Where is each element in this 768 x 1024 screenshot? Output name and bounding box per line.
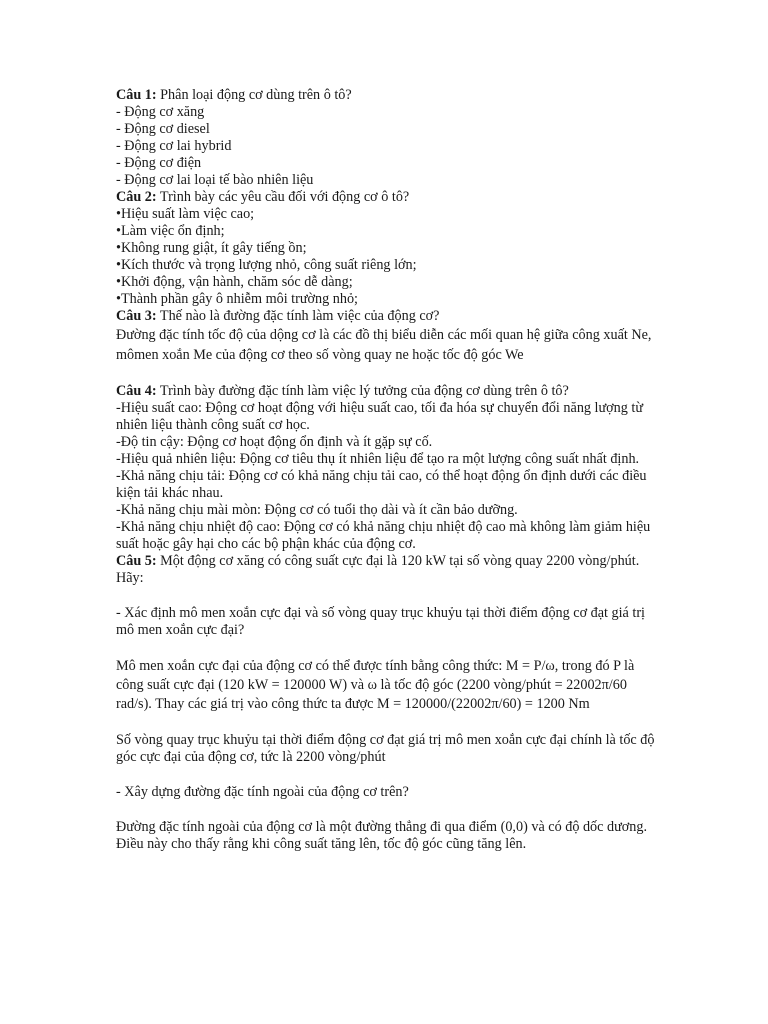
question-5-text: Một động cơ xăng có công suất cực đại là 120 kW tại số vòng quay 2200 vòng/phút. Hãy:: [116, 553, 640, 586]
question-1-text: Phân loại động cơ dùng trên ô tô?: [156, 87, 352, 103]
q2-item: •Kích thước và trọng lượng nhỏ, công suất riêng lớn;: [116, 257, 417, 273]
question-3-label: Câu 3:: [116, 308, 157, 324]
question-2-text: Trình bày các yêu cầu đối với động cơ ô tô?: [156, 189, 410, 205]
q5-part-b: - Xây dựng đường đặc tính ngoài của động cơ trên?: [116, 784, 409, 800]
question-5: [116, 553, 656, 587]
q4-item: -Khả năng chịu nhiệt độ cao: Động cơ có khả năng chịu nhiệt độ cao mà không làm giảm hiệu suất hoặc gây hại cho các bộ phận khác của động cơ.: [116, 519, 651, 552]
q1-item: - Động cơ xăng: [116, 104, 205, 120]
q5-answer-b: Đường đặc tính ngoài của động cơ là một đường thẳng đi qua điểm (0,0) và có độ dốc dương. Điều này cho thấy rằng khi công suất tăng lên, tốc độ góc cũng tăng lên.: [116, 819, 648, 852]
q1-item: - Động cơ lai hybrid: [116, 138, 232, 154]
q1-item: - Động cơ điện: [116, 155, 202, 171]
q5-answer-a2: Số vòng quay trục khuỷu tại thời điểm động cơ đạt giá trị mô men xoắn cực đại chính là tốc độ góc cực đại của động cơ, tức là 2200 vòng/phút: [116, 732, 655, 765]
question-1-label: Câu 1:: [116, 87, 157, 103]
q3-answer: Đường đặc tính tốc độ của dộng cơ là các đồ thị biểu diễn các mối quan hệ giữa công xuất Ne, mômen xoắn Me của động cơ theo số vòng quay ne hoặc tốc độ góc We: [116, 327, 652, 363]
q5-part-a: - Xác định mô men xoắn cực đại và số vòng quay trục khuỷu tại thời điểm động cơ đạt giá trị mô men xoắn cực đại?: [116, 605, 645, 638]
q2-item: •Làm việc ổn định;: [116, 223, 225, 239]
question-3-text: Thế nào là đường đặc tính làm việc của động cơ?: [156, 308, 440, 324]
question-1: [116, 87, 656, 104]
q4-item: -Khả năng chịu tải: Động cơ có khả năng chịu tải cao, có thể hoạt động ổn định dưới các điều kiện tải khác nhau.: [116, 468, 647, 501]
question-3: [116, 308, 656, 325]
q2-item: •Thành phần gây ô nhiễm môi trường nhỏ;: [116, 291, 358, 307]
question-5-label: Câu 5:: [116, 553, 157, 569]
question-2-label: Câu 2:: [116, 189, 157, 205]
question-4-text: Trình bày đường đặc tính làm việc lý tưởng của động cơ dùng trên ô tô?: [156, 383, 569, 399]
q2-item: •Không rung giật, ít gây tiếng ồn;: [116, 240, 307, 256]
question-4-label: Câu 4:: [116, 383, 157, 399]
q4-item: -Hiệu suất cao: Động cơ hoạt động với hiệu suất cao, tối đa hóa sự chuyển đổi năng lượng từ nhiên liệu thành công suất cơ học.: [116, 400, 644, 433]
question-2: [116, 189, 656, 206]
q1-item: - Động cơ diesel: [116, 121, 210, 137]
question-4: [116, 383, 656, 400]
q4-item: -Khả năng chịu mài mòn: Động cơ có tuổi thọ dài và ít cần bảo dưỡng.: [116, 502, 518, 518]
q2-item: •Khởi động, vận hành, chăm sóc dễ dàng;: [116, 274, 353, 290]
document-page: [116, 87, 656, 853]
q2-item: •Hiệu suất làm việc cao;: [116, 206, 255, 222]
q4-item: -Độ tin cậy: Động cơ hoạt động ổn định và ít gặp sự cố.: [116, 434, 433, 450]
q5-answer-a1: Mô men xoắn cực đại của động cơ có thể được tính bằng công thức: M = P/ω, trong đó P là công suất cực đại (120 kW = 120000 W) và ω là tốc độ góc (2200 vòng/phút = 22002π/60 rad/s). Thay các giá trị vào công thức ta được M = 120000/(22002π/60) = 1200 Nm: [116, 658, 635, 712]
q1-item: - Động cơ lai loại tế bào nhiên liệu: [116, 172, 314, 188]
q4-item: -Hiệu quả nhiên liệu: Động cơ tiêu thụ ít nhiên liệu để tạo ra một lượng công suất nhất định.: [116, 451, 640, 467]
